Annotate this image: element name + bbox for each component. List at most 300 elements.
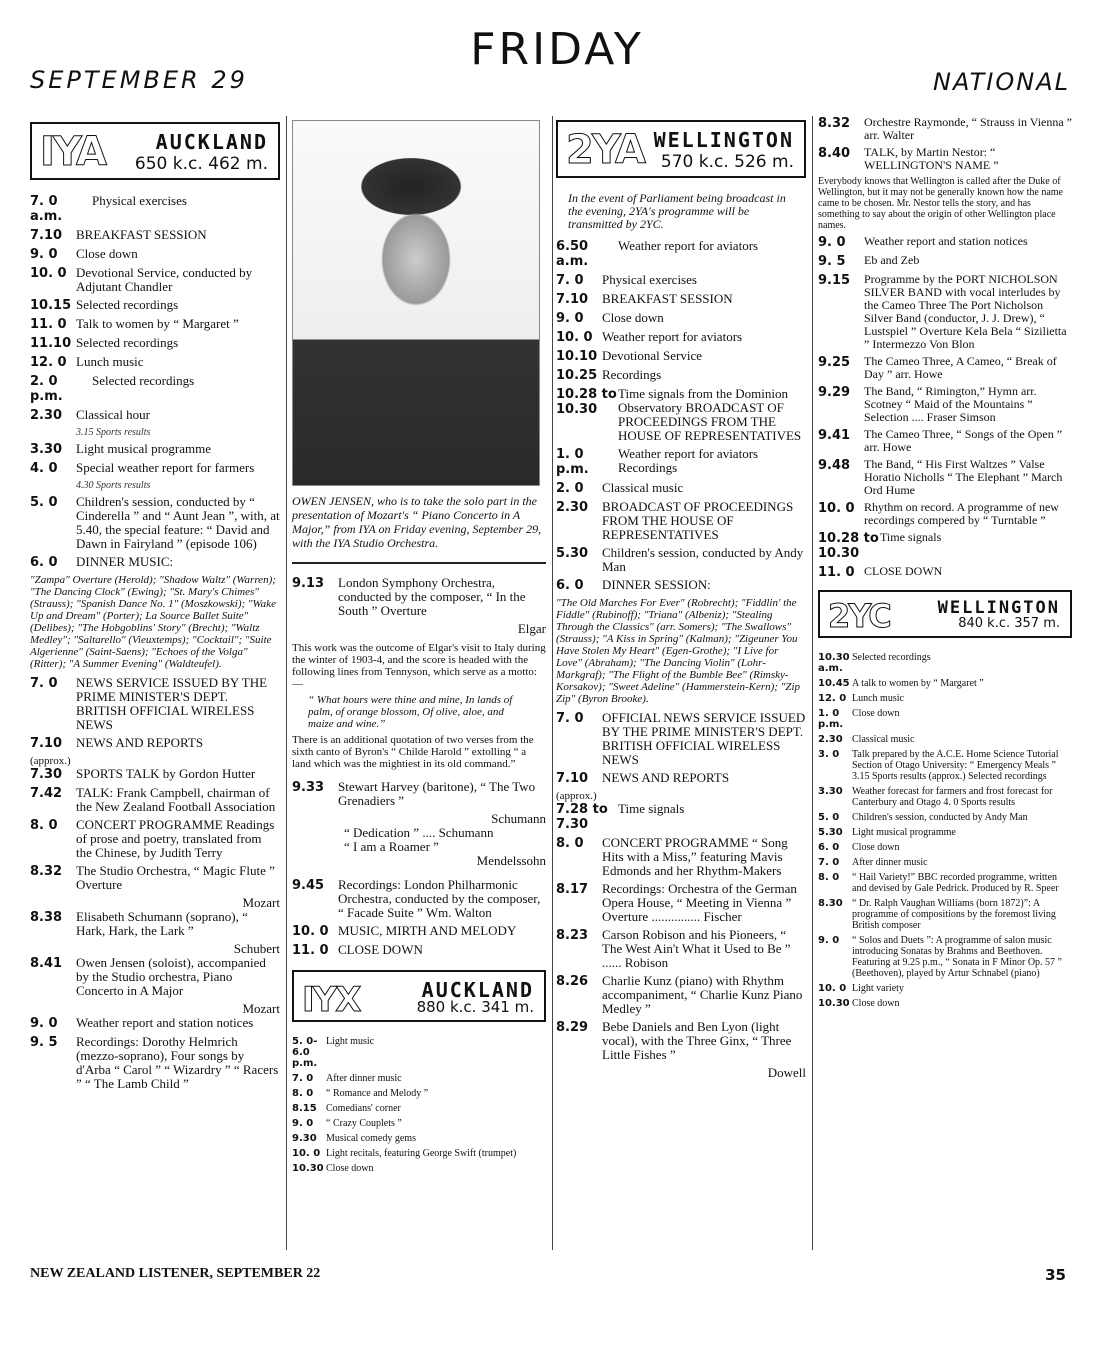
programme-time: 10.25	[556, 368, 598, 383]
header-network: NATIONAL	[933, 68, 1070, 96]
divider	[552, 116, 553, 1250]
programme-description: Talk to women by “ Margaret ”	[76, 316, 239, 331]
list	[292, 780, 546, 808]
programme-description: TALK, by Martin Nestor: “ WELLINGTON'S NAME ”	[864, 145, 999, 172]
programme-time: 8.26	[556, 974, 589, 989]
programme-time: 7.28 to 7.30	[556, 802, 608, 832]
station-city: AUCKLAND	[155, 130, 268, 154]
programme-time: 10. 0	[292, 1148, 321, 1159]
programme-time: 6.50 a.m.	[556, 239, 589, 269]
program-note: There is an additional quotation of two verses from the sixth canto of Byron's “ Childe Harold ” extolling “ a land which was the mightiest in its old command.”	[292, 734, 534, 770]
programme-row	[818, 983, 1072, 994]
programme-row	[818, 146, 1072, 172]
station-banner-1ya	[30, 122, 280, 180]
programme-row	[292, 1133, 546, 1144]
programme-row	[292, 924, 546, 939]
programme-description: Charlie Kunz (piano) with Rhythm accompaniment, “ Charlie Kunz Piano Medley ”	[602, 973, 803, 1016]
programme-description: “ Crazy Couplets ”	[326, 1118, 402, 1129]
divider	[286, 116, 287, 1250]
programme-description: Weather report and station notices	[76, 1015, 254, 1030]
programme-description: Selected recordings	[76, 335, 179, 350]
programme-row	[30, 864, 280, 892]
programme-description: Rhythm on record. A programme of new recordings compered by “ Turntable ”	[864, 500, 1059, 527]
programme-description: Children's session, conducted by Andy Man	[852, 812, 1028, 823]
programme-description: Bebe Daniels and Ben Lyon (light vocal), with the Three Ginx, “ Three Little Fishes ”	[602, 1019, 792, 1062]
programme-time: 10.10	[556, 349, 598, 364]
programme-time: 10. 0	[818, 983, 847, 994]
programme-time: 9. 0	[818, 935, 840, 946]
programme-row	[556, 330, 806, 345]
programme-time: 10. 0	[556, 330, 593, 345]
programme-row	[292, 878, 546, 920]
programme-time: 9. 5	[30, 1035, 58, 1050]
programme-time: 12. 0	[818, 693, 847, 704]
programme-row	[556, 578, 806, 593]
programme-time: 5. 0-6.0 p.m.	[292, 1036, 318, 1069]
programme-description: NEWS SERVICE ISSUED BY THE PRIME MINISTER'S DEPT. BRITISH OFFICIAL WIRELESS NEWS	[76, 675, 268, 732]
programme-time: 8.23	[556, 928, 589, 943]
programme-description: SPORTS TALK by Gordon Hutter	[76, 766, 256, 781]
programme-row	[556, 928, 806, 970]
programme-description: Stewart Harvey (baritone), “ The Two Grenadiers ”	[338, 779, 536, 808]
list	[30, 910, 280, 938]
programme-description: “ Dr. Ralph Vaughan Williams (born 1872)”: A programme of compositions by the foremost living British composer	[852, 898, 1056, 931]
programme-row	[30, 317, 280, 332]
composer: Mozart	[242, 895, 280, 910]
programme-row	[818, 254, 1072, 269]
programme-row	[818, 872, 1072, 894]
programme-row	[818, 501, 1072, 527]
programme-time: 9. 0	[818, 235, 846, 250]
programme-time: 10.15	[30, 298, 72, 313]
programme-time: 4. 0	[30, 461, 58, 476]
programme-row	[30, 461, 280, 476]
programme-description: BREAKFAST SESSION	[602, 291, 733, 306]
programme-description: The Band, “ Rimington,” Hymn arr. Scotney “ Maid of the Mountains ” Selection .... Fraser Simson	[864, 384, 1037, 424]
note: 4.30 Sports results	[76, 480, 151, 491]
list	[30, 442, 280, 476]
programme-row	[818, 935, 1072, 979]
programme-row	[292, 1163, 546, 1174]
programme-time: 6. 0	[30, 555, 58, 570]
programme-description: Eb and Zeb	[864, 253, 920, 267]
programme-description: Physical exercises	[92, 193, 187, 208]
programme-time: 8.32	[818, 116, 851, 131]
programme-row	[818, 428, 1072, 454]
programme-description: “ Romance and Melody ”	[326, 1088, 429, 1099]
programme-description: London Symphony Orchestra, conducted by the composer, “ In the South ” Overture	[338, 575, 526, 618]
programme-row	[292, 1148, 546, 1159]
programme-row	[30, 355, 280, 370]
composer: Mozart	[242, 1001, 280, 1016]
programme-description: CONCERT PROGRAMME “ Song Hits with a Miss,” featuring Mavis Edmonds and her Rhythm-Makers	[602, 835, 788, 878]
programme-description: Close down	[852, 998, 900, 1009]
programme-time: 7. 0	[556, 273, 584, 288]
programme-time: 8.32	[30, 864, 63, 879]
programme-row	[556, 273, 806, 288]
programme-description: CLOSE DOWN	[338, 942, 423, 957]
programme-time: 8.40	[818, 146, 851, 161]
programme-row	[818, 827, 1072, 838]
programme-description: The Band, “ His First Waltzes ” Valse Horatio Nicholls “ The Elephant ” March Ord Hume	[864, 457, 1063, 497]
programme-row	[818, 678, 1072, 689]
programme-description: Devotional Service, conducted by Adjutant Chandler	[76, 265, 253, 294]
programme-time: 9.33	[292, 780, 325, 795]
programme-row	[30, 194, 280, 224]
programme-row	[818, 355, 1072, 381]
programme-row	[30, 1035, 280, 1091]
programme-row	[818, 693, 1072, 704]
programme-description: The Cameo Three, A Cameo, “ Break of Day ” arr. Howe	[864, 354, 1057, 381]
approx-note: (approx.)	[556, 790, 597, 802]
list	[30, 676, 280, 751]
programme-time: 8.29	[556, 1020, 589, 1035]
programme-time: 10. 0	[30, 266, 67, 281]
programme-row	[556, 711, 806, 767]
program-note: Everybody knows that Wellington is called after the Duke of Wellington, but it may not be generally known how the name came to be chosen. Mr. Nestor tells the story, and has something to say about the origin of other Wellington place names.	[818, 176, 1063, 231]
photo-owen-jensen	[292, 120, 540, 486]
programme-description: BREAKFAST SESSION	[76, 227, 207, 242]
programme-row	[556, 292, 806, 307]
programme-description: MUSIC, MIRTH AND MELODY	[338, 923, 517, 938]
list	[292, 1036, 546, 1174]
programme-description: Time signals	[618, 801, 685, 816]
program-note: This work was the outcome of Elgar's visit to Italy during the winter of 1903-4, and the score is headed with the following lines from Tennyson, which serve as a motto:—	[292, 642, 546, 690]
station-logo: IYA	[40, 129, 105, 175]
programme-time: 8.38	[30, 910, 63, 925]
programme-time: 9.48	[818, 458, 851, 473]
station-logo: 2YA	[566, 127, 644, 173]
programme-description: Classical hour	[76, 407, 151, 422]
programme-time: 3.30	[818, 786, 843, 797]
programme-description: The Cameo Three, “ Songs of the Open ” arr. Howe	[864, 427, 1063, 454]
programme-time: 8. 0	[818, 872, 840, 883]
list	[556, 239, 806, 593]
programme-description: Close down	[602, 310, 664, 325]
song: “ Dedication ” .... Schumann	[344, 825, 494, 840]
programme-description: Children's session, conducted by “ Cinderella ” and “ Aunt Jean ”, with, at 5.40, the special feature: “ David and Dawn in Fairyland ” (episode 106)	[76, 494, 280, 551]
programme-row	[556, 836, 806, 878]
programme-time: 9. 0	[30, 247, 58, 262]
programme-time: 2. 0 p.m.	[30, 374, 63, 404]
programme-time: 7.30	[30, 767, 63, 782]
programme-description: Close down	[852, 708, 900, 719]
programme-time: 5. 0	[818, 812, 840, 823]
programme-description: Close down	[326, 1163, 374, 1174]
programme-description: Close down	[852, 842, 900, 853]
programme-time: 9.41	[818, 428, 851, 443]
rule	[292, 562, 546, 564]
programme-row	[30, 767, 280, 782]
programme-time: 8.30	[818, 898, 843, 909]
programme-time: 7.10	[30, 228, 63, 243]
programme-description: Weather forecast for farmers and frost forecast for Canterbury and Otago 4. 0 Sports results	[852, 786, 1053, 808]
programme-row	[818, 235, 1072, 250]
programme-description: Time signals	[880, 530, 942, 544]
programme-time: 2.30	[818, 734, 843, 745]
programme-time: 8. 0	[556, 836, 584, 851]
list	[818, 116, 1072, 172]
programme-time: 10. 0	[292, 924, 329, 939]
list	[292, 878, 546, 958]
list	[556, 802, 806, 1062]
programme-time: 10.45	[818, 678, 850, 689]
programme-row	[818, 998, 1072, 1009]
programme-time: 12. 0	[30, 355, 67, 370]
programme-row	[818, 458, 1072, 497]
programme-row	[30, 910, 280, 938]
programme-description: After dinner music	[326, 1073, 402, 1084]
programme-time: 2.30	[30, 408, 63, 423]
note: 3.15 Sports results	[76, 427, 151, 438]
programme-description: Special weather report for farmers	[76, 460, 255, 475]
programme-description: Light recitals, featuring George Swift (trumpet)	[326, 1148, 517, 1159]
programme-description: Carson Robison and his Pioneers, “ The West Ain't What it Used to Be ” ...... Robison	[602, 927, 791, 970]
list	[30, 956, 280, 998]
composer: Mendelssohn	[476, 853, 546, 868]
divider	[812, 116, 813, 1250]
programme-row	[818, 749, 1072, 782]
programme-time: 9. 0	[30, 1016, 58, 1031]
programme-row	[30, 555, 280, 570]
station-freq: 840 k.c. 357 m.	[958, 616, 1060, 631]
programme-row	[556, 974, 806, 1016]
photo-caption: OWEN JENSEN, who is to take the solo part in the presentation of Mozart's “ Piano Concerto in A Major,” from IYA on Friday evening, September 29, with the IYA Studio Orchestra.	[292, 494, 542, 550]
list	[30, 194, 280, 423]
approx-note: (approx.)	[30, 755, 71, 767]
composer: Elgar	[517, 621, 546, 636]
programme-description: NEWS AND REPORTS	[76, 735, 204, 750]
programme-time: 7. 0	[30, 676, 58, 691]
station-freq: 880 k.c. 341 m.	[416, 998, 534, 1016]
column-middle	[292, 116, 546, 1178]
programme-description: NEWS AND REPORTS	[602, 770, 730, 785]
programme-row	[556, 239, 806, 269]
programme-description: A talk to women by “ Margaret ”	[852, 678, 984, 689]
programme-description: Talk prepared by the A.C.E. Home Science Tutorial Section of Otago University: “ Emergency Meals ” 3.15 Sports results (approx.) Selected recordings	[852, 749, 1059, 782]
station-freq: 650 k.c. 462 m.	[134, 154, 268, 174]
programme-row	[818, 857, 1072, 868]
programme-row	[556, 500, 806, 542]
programme-row	[30, 736, 280, 751]
programme-time: 5. 0	[30, 495, 58, 510]
programme-description: Programme by the PORT NICHOLSON SILVER BAND with vocal interludes by the Cameo Three The Port Nicholson Silver Band (conductor, J. J. Drew), “ Lustspiel ” Overture Kela Bela “ Sizilietta ” Intermezzo Von Blon	[864, 272, 1067, 351]
programme-description: The Studio Orchestra, “ Magic Flute ” Overture	[76, 863, 275, 892]
programme-time: 9.15	[818, 273, 851, 288]
programme-description: Musical comedy gems	[326, 1133, 416, 1144]
header-date: SEPTEMBER 29	[30, 66, 248, 94]
programme-row	[556, 802, 806, 832]
programme-description: Elisabeth Schumann (soprano), “ Hark, Hark, the Lark ”	[76, 909, 248, 938]
programme-row	[292, 1073, 546, 1084]
programme-time: 11. 0	[818, 565, 855, 580]
programme-description: CLOSE DOWN	[864, 564, 943, 578]
station-logo: IYX	[302, 980, 360, 1020]
programme-row	[30, 408, 280, 423]
programme-description: DINNER SESSION:	[602, 577, 711, 592]
programme-time: 11. 0	[30, 317, 67, 332]
composer: Schubert	[233, 941, 280, 956]
programme-description: OFFICIAL NEWS SERVICE ISSUED BY THE PRIME MINISTER'S DEPT. BRITISH OFFICIAL WIRELESS NEWS	[602, 710, 806, 767]
programme-row	[556, 387, 806, 443]
programme-time: 10.28 to 10.30	[818, 531, 879, 561]
programme-description: Lunch music	[76, 354, 144, 369]
programme-time: 7. 0	[292, 1073, 314, 1084]
programme-time: 7.10	[556, 771, 589, 786]
programme-row	[30, 442, 280, 457]
programme-description: CONCERT PROGRAMME Readings of prose and poetry, translated from the Chinese, by Judith Terry	[76, 817, 275, 860]
programme-description: Weather report for aviators	[602, 329, 743, 344]
programme-time: 10.28 to 10.30	[556, 387, 617, 417]
programme-row	[30, 1016, 280, 1031]
programme-description: Devotional Service	[602, 348, 702, 363]
programme-row	[30, 228, 280, 243]
list	[30, 1016, 280, 1091]
programme-row	[818, 385, 1072, 424]
programme-description: TALK: Frank Campbell, chairman of the New Zealand Football Association	[76, 785, 276, 814]
programme-description: Selected recordings	[92, 373, 195, 388]
programme-time: 8. 0	[30, 818, 58, 833]
programme-description: BROADCAST OF PROCEEDINGS FROM THE HOUSE OF REPRESENTATIVES	[602, 499, 794, 542]
programme-description: Comedians' corner	[326, 1103, 401, 1114]
programme-description: Orchestre Raymonde, “ Strauss in Vienna ” arr. Walter	[864, 115, 1073, 142]
station-banner-1yx	[292, 970, 546, 1022]
programme-row	[292, 943, 546, 958]
programme-time: 9.30	[292, 1133, 317, 1144]
dinner-music-list: "The Old Marches For Ever" (Robrecht); "Fiddlin' the Fiddle" (Rubinoff); "Triana" (Albeniz); "Stealing Through the Classics" (arr. Somers); "The Swallows" (Strauss); "A Kiss in Spring" (Kalman); "Zigeuner You Have Stolen My Heart" (Egen-Grothe); "I Live for Love" (Abraham); "The Dancing Violin" (Lohr-Markgraf); "The Flight of the Bumble Bee" (Rimsky-Korsakov); "Sweet Adeline" (Hammerstein-Kern); "Zip Zip" (Byron Brooke).	[556, 597, 800, 705]
station-banner-2yc	[818, 590, 1072, 638]
programme-time: 10.30	[818, 998, 850, 1009]
composer: Schumann	[491, 811, 546, 826]
programme-description: DINNER MUSIC:	[76, 554, 174, 569]
programme-row	[556, 546, 806, 574]
programme-row	[30, 786, 280, 814]
programme-row	[818, 273, 1072, 351]
programme-time: 9.13	[292, 576, 325, 591]
programme-row	[556, 311, 806, 326]
column-right	[818, 116, 1072, 1013]
programme-time: 11. 0	[292, 943, 329, 958]
programme-row	[30, 298, 280, 313]
programme-description: Selected recordings	[76, 297, 179, 312]
page-number: 35	[1045, 1266, 1066, 1284]
programme-time: 7.42	[30, 786, 63, 801]
programme-row	[30, 247, 280, 262]
programme-time: 6. 0	[818, 842, 840, 853]
programme-time: 9. 0	[556, 311, 584, 326]
dinner-music-list: "Zampa" Overture (Herold); "Shadow Waltz" (Warren); "The Dancing Clock" (Ewing); "St. Mary's Chimes" (Strauss); "Spanish Dance No. 1" (Moszkowski); "Wake Up and Dream" (Porter); La Source Ballet Suite" (Delibes); "The Hobgoblins' Story" (Brecht); "Waltz Medley"; "Saltarello" (Vieuxtemps); "Cocktail"; "Suite Algerienne" (Saint-Saens); "Echoes of the Volga" (Ritter); "A Summer Evening" (Waldteufel).	[30, 574, 276, 670]
programme-row	[30, 374, 280, 404]
programme-description: Close down	[76, 246, 138, 261]
song: “ I am a Roamer ”	[344, 839, 439, 854]
programme-time: 9.25	[818, 355, 851, 370]
programme-row	[30, 956, 280, 998]
programme-row	[292, 576, 546, 618]
programme-time: 1. 0 p.m.	[818, 708, 844, 730]
programme-row	[556, 771, 806, 786]
programme-row	[292, 1103, 546, 1114]
programme-time: 6. 0	[556, 578, 584, 593]
programme-time: 7. 0	[818, 857, 840, 868]
programme-time: 9.29	[818, 385, 851, 400]
programme-description: Recordings: Orchestra of the German Opera House, “ Meeting in Vienna ” Overture ............... Fischer	[602, 881, 797, 924]
programme-row	[818, 734, 1072, 745]
list	[292, 576, 546, 618]
programme-description: “ Hail Variety!” BBC recorded programme, written and devised by Gale Pedrick. Produced by R. Speer	[852, 872, 1059, 894]
programme-row	[556, 447, 806, 477]
programme-description: Recordings: Dorothy Helmrich (mezzo-soprano), Four songs by d'Arba “ Carol ” “ Wizardry ” “ Racers ” “ The Lamb Child ”	[76, 1034, 279, 1091]
programme-row	[30, 266, 280, 294]
list	[818, 235, 1072, 580]
programme-time: 9. 5	[818, 254, 846, 269]
programme-description: Children's session, conducted by Andy Man	[602, 545, 804, 574]
footer-publication: NEW ZEALAND LISTENER, SEPTEMBER 22	[30, 1266, 321, 1281]
programme-description: Time signals from the Dominion Observatory BROADCAST OF PROCEEDINGS FROM THE HOUSE OF REPRESENTATIVES	[618, 386, 802, 443]
programme-time: 7. 0	[556, 711, 584, 726]
programme-description: Lunch music	[852, 693, 904, 704]
programme-row	[556, 481, 806, 496]
programme-time: 7.10	[30, 736, 63, 751]
programme-time: 5.30	[556, 546, 589, 561]
programme-time: 3.30	[30, 442, 63, 457]
programme-time: 3. 0	[818, 749, 840, 760]
header-day: FRIDAY	[470, 24, 644, 75]
programme-row	[30, 336, 280, 351]
programme-description: Classical music	[852, 734, 915, 745]
programme-time: 11.10	[30, 336, 72, 351]
programme-time: 1. 0 p.m.	[556, 447, 589, 477]
programme-description: Weather report for aviators	[618, 238, 759, 253]
list	[818, 652, 1072, 1009]
programme-row	[292, 1036, 546, 1069]
programme-row	[556, 349, 806, 364]
column-2ya	[556, 116, 806, 1080]
programme-row	[30, 495, 280, 551]
programme-row	[818, 898, 1072, 931]
programme-description: Classical music	[602, 480, 684, 495]
programme-row	[818, 812, 1072, 823]
programme-row	[818, 116, 1072, 142]
programme-row	[818, 652, 1072, 674]
list	[30, 495, 280, 570]
programme-row	[818, 565, 1072, 580]
programme-row	[818, 786, 1072, 808]
programme-time: 7. 0 a.m.	[30, 194, 63, 224]
programme-time: 10. 0	[818, 501, 855, 516]
intro-note: In the event of Parliament being broadcast in the evening, 2YA's programme will be transmitted by 2YC.	[568, 191, 786, 231]
programme-row	[556, 368, 806, 383]
programme-row	[818, 708, 1072, 730]
programme-time: 10.30 a.m.	[818, 652, 850, 674]
programme-row	[30, 676, 280, 732]
column-1ya	[30, 116, 280, 1095]
programme-row	[556, 882, 806, 924]
station-city: AUCKLAND	[421, 978, 534, 1002]
programme-description: Selected recordings	[852, 652, 931, 663]
programme-time: 9. 0	[292, 1118, 314, 1129]
programme-description: After dinner music	[852, 857, 928, 868]
programme-description: Light musical programme	[76, 441, 212, 456]
programme-description: Recordings	[602, 367, 662, 382]
programme-row	[292, 1118, 546, 1129]
programme-time: 2. 0	[556, 481, 584, 496]
programme-time: 8. 0	[292, 1088, 314, 1099]
station-banner-2ya	[556, 120, 806, 178]
programme-description: Light music	[326, 1036, 375, 1047]
programme-time: 5.30	[818, 827, 843, 838]
programme-description: Light musical programme	[852, 827, 956, 838]
station-freq: 570 k.c. 526 m.	[660, 152, 794, 172]
